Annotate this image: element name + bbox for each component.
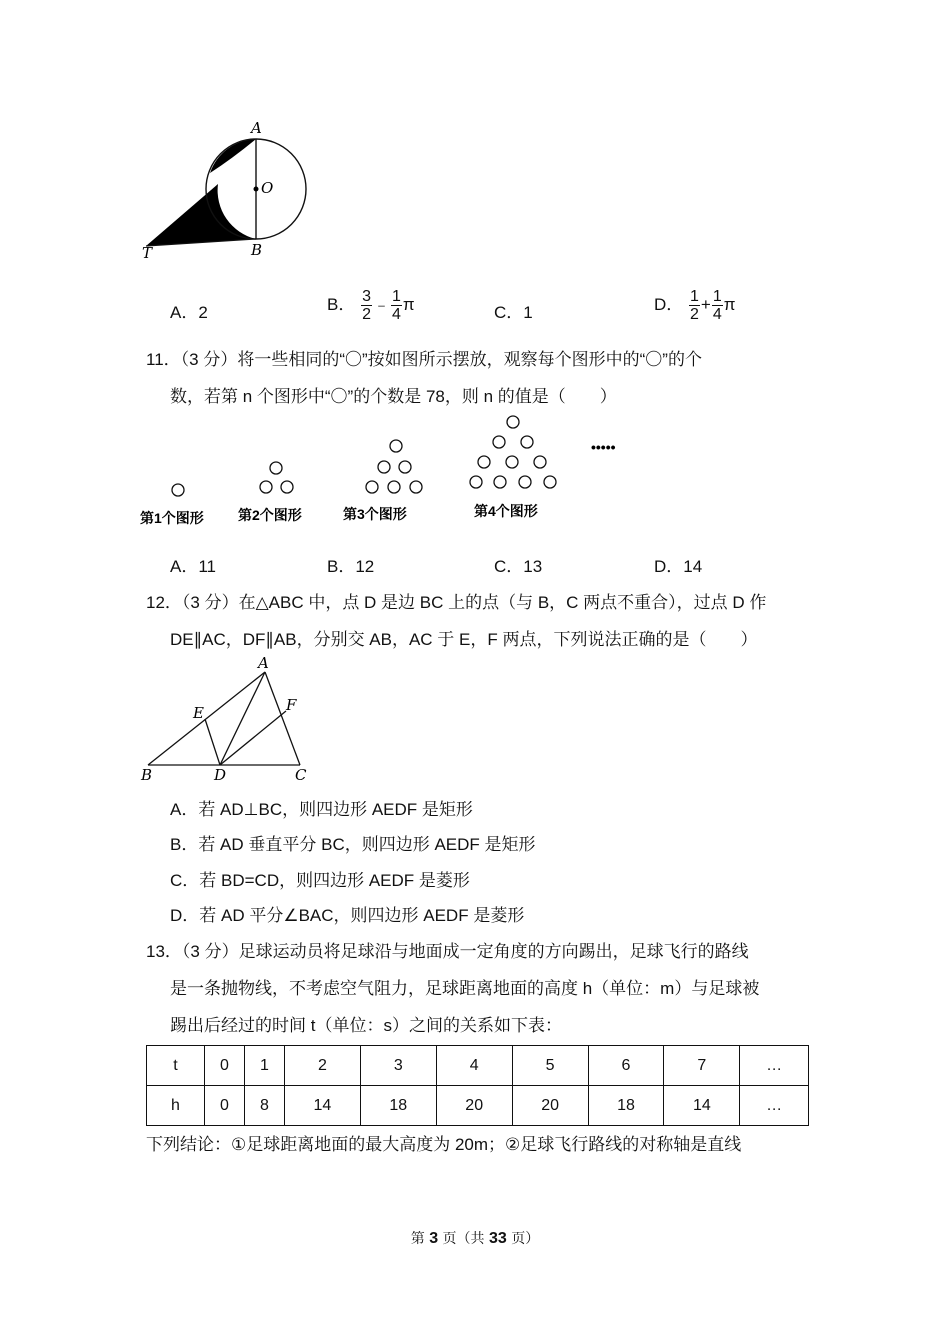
q13-conclusion-line: 下列结论：①足球距离地面的最大高度为 20m；②足球飞行路线的对称轴是直线 [146, 1135, 742, 1154]
pattern-circle [507, 416, 519, 428]
footer-mid: 页（共 [438, 1231, 489, 1247]
pattern-circle [378, 461, 390, 473]
figure-caption-2: 第2个图形 [238, 507, 302, 523]
q11-stem-line2: 数，若第 n 个图形中“〇”的个数是 78，则 n 的值是（ ） [170, 387, 617, 406]
q12-option-d[interactable]: D．若 AD 平分∠BAC，则四边形 AEDF 是菱形 [170, 906, 525, 925]
q13-stem-line2: 是一条抛物线，不考虑空气阻力，足球距离地面的高度 h（单位：m）与足球被 [170, 979, 760, 998]
pattern-circle [270, 462, 282, 474]
table-cell: 18 [360, 1086, 436, 1126]
denominator: 4 [712, 306, 722, 323]
table-row-t [147, 1046, 809, 1086]
ellipsis: ••••• [591, 439, 616, 455]
denominator: 2 [690, 306, 699, 323]
table-cell: 8 [244, 1086, 284, 1126]
q11-option-c[interactable]: C．13 [494, 557, 543, 576]
denominator: 4 [391, 306, 401, 323]
q12-option-b[interactable]: B．若 AD 垂直平分 BC，则四边形 AEDF 是矩形 [170, 835, 536, 854]
table-cell: … [740, 1046, 809, 1086]
table-cell: 14 [664, 1086, 740, 1126]
pattern-circle [478, 456, 490, 468]
numerator: 3 [362, 288, 371, 305]
page-footer [0, 1228, 950, 1248]
numerator: 1 [712, 288, 722, 305]
q10-circle-figure [138, 118, 318, 263]
minus-sign: ﹣ [372, 294, 390, 314]
pattern-circle [534, 456, 546, 468]
q13-stem-line3: 踢出后经过的时间 t（单位：s）之间的关系如下表： [170, 1016, 562, 1035]
table-cell: 18 [588, 1086, 664, 1126]
table-cell: 0 [205, 1046, 245, 1086]
pattern-circle [390, 440, 402, 452]
table-cell: 5 [512, 1046, 588, 1086]
fraction-3-2 [361, 288, 372, 323]
table-cell: 4 [436, 1046, 512, 1086]
pi-symbol: π [402, 294, 415, 314]
table-row-h [147, 1086, 809, 1126]
pattern-circle [399, 461, 411, 473]
table-cell: 14 [284, 1086, 360, 1126]
segment-de [205, 719, 220, 765]
pattern-circle [493, 436, 505, 448]
table-cell: 3 [360, 1046, 436, 1086]
pattern-circle [388, 481, 400, 493]
pattern-circle [494, 476, 506, 488]
label-o: O [261, 179, 274, 197]
pi-symbol: π [723, 294, 736, 314]
option-d-prefix: D． [654, 294, 684, 314]
plus-sign: + [700, 294, 711, 314]
table-cell: 20 [436, 1086, 512, 1126]
numerator: 1 [690, 288, 699, 305]
fraction-1-4 [712, 288, 723, 323]
total-page-number: 33 [489, 1230, 507, 1247]
table-cell: 1 [244, 1046, 284, 1086]
table-cell: h [147, 1086, 205, 1126]
label-b: B [251, 241, 263, 259]
table-cell: t [147, 1046, 205, 1086]
q10-option-d[interactable] [654, 288, 736, 323]
q12-option-a[interactable]: A．若 AD⊥BC，则四边形 AEDF 是矩形 [170, 800, 473, 819]
q13-data-table [146, 1045, 809, 1126]
label-a: A [258, 654, 269, 672]
segment-ad [220, 672, 265, 765]
figure-caption-1: 第1个图形 [140, 510, 204, 526]
q11-circle-pattern-figure [138, 410, 628, 530]
pattern-circle [172, 484, 184, 496]
q11-option-a[interactable]: A．11 [170, 557, 216, 576]
q10-option-c[interactable]: C．1 [494, 303, 533, 322]
denominator: 2 [362, 306, 371, 323]
label-f: F [286, 696, 297, 714]
q12-stem-line2: DE∥AC，DF∥AB，分别交 AB，AC 于 E，F 两点，下列说法正确的是（ ） [170, 630, 758, 649]
fraction-1-2 [689, 288, 700, 323]
pattern-circle [544, 476, 556, 488]
q10-option-a[interactable]: A．2 [170, 303, 208, 322]
fraction-1-4 [391, 288, 402, 323]
footer-post: 页） [506, 1231, 540, 1247]
label-c: C [295, 766, 307, 784]
label-d: D [214, 766, 227, 784]
q11-option-b[interactable]: B．12 [327, 557, 375, 576]
segment-ab [148, 672, 265, 765]
figure-caption-4: 第4个图形 [474, 503, 538, 519]
q10-option-b[interactable] [327, 288, 415, 323]
center-point [254, 187, 259, 192]
current-page-number: 3 [429, 1230, 439, 1247]
q11-stem-line1: 11．（3 分）将一些相同的“〇”按如图所示摆放，观察每个图形中的“〇”的个 [146, 350, 702, 369]
table-cell: … [740, 1086, 809, 1126]
pattern-circle [281, 481, 293, 493]
footer-pre: 第 [410, 1231, 430, 1247]
segment-ac [265, 672, 300, 765]
q13-stem-line1: 13．（3 分）足球运动员将足球沿与地面成一定角度的方向踢出，足球飞行的路线 [146, 942, 749, 961]
option-b-prefix: B． [327, 294, 356, 314]
pattern-circle [506, 456, 518, 468]
table-cell: 0 [205, 1086, 245, 1126]
table-cell: 7 [664, 1046, 740, 1086]
pattern-circle [521, 436, 533, 448]
pattern-circle [260, 481, 272, 493]
label-e: E [193, 704, 204, 722]
pattern-circle [410, 481, 422, 493]
figure-caption-3: 第3个图形 [343, 506, 407, 522]
label-a: A [251, 119, 262, 137]
label-t: T [142, 244, 153, 262]
pattern-circle [519, 476, 531, 488]
q12-stem-line1: 12．（3 分）在△ABC 中，点 D 是边 BC 上的点（与 B，C 两点不重合），过点 D 作 [146, 593, 767, 612]
label-b: B [141, 766, 153, 784]
table-cell: 2 [284, 1046, 360, 1086]
q12-triangle-figure [138, 652, 318, 784]
pattern-circle [470, 476, 482, 488]
numerator: 1 [391, 288, 401, 305]
table-cell: 20 [512, 1086, 588, 1126]
table-cell: 6 [588, 1046, 664, 1086]
segment-df [220, 711, 286, 765]
pattern-circle [366, 481, 378, 493]
q11-option-d[interactable]: D．14 [654, 557, 703, 576]
q12-option-c[interactable]: C．若 BD=CD，则四边形 AEDF 是菱形 [170, 871, 470, 890]
